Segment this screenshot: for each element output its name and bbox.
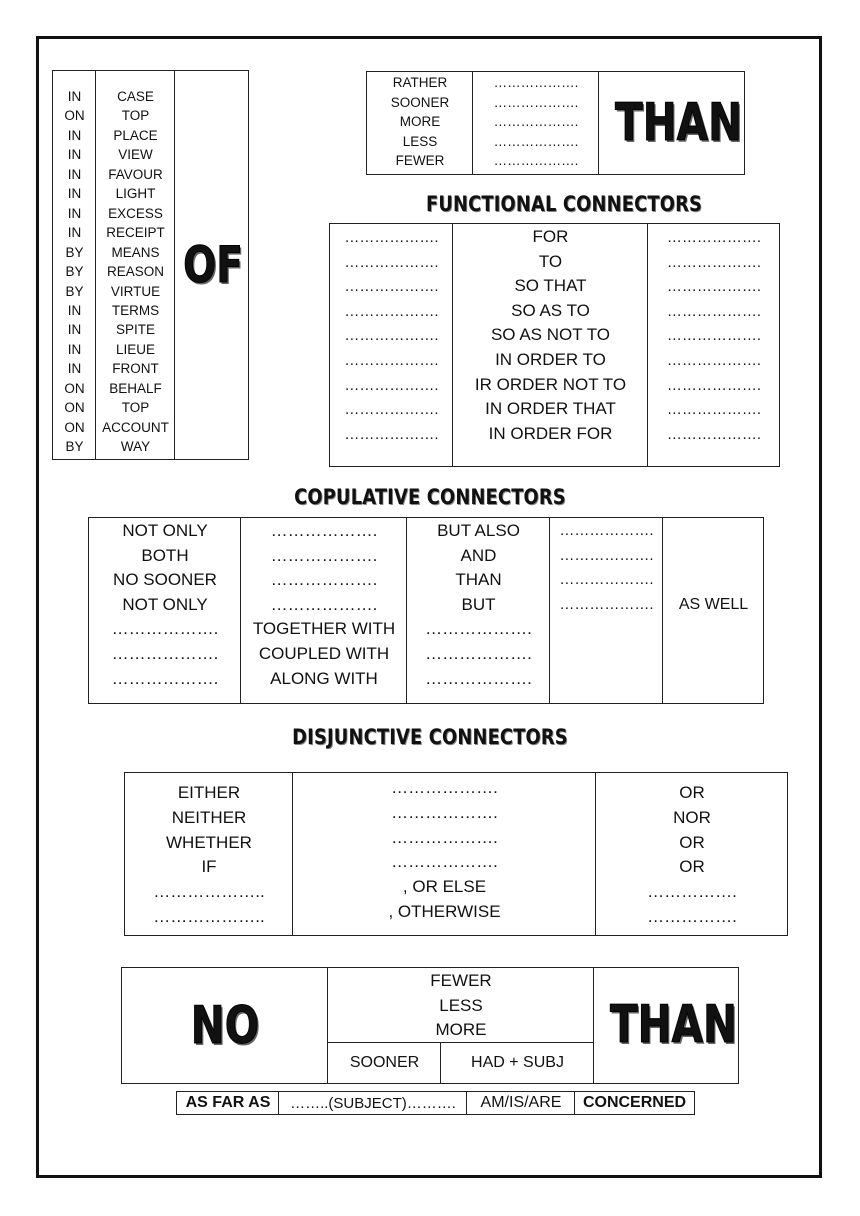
of-preposition: BY xyxy=(65,283,84,299)
functional-blank: ………………. xyxy=(666,352,762,369)
of-noun: VIEW xyxy=(118,147,153,163)
had-subj-label: HAD + SUBJ xyxy=(440,1043,594,1083)
of-noun: TOP xyxy=(121,108,150,124)
than-blank: ………………. xyxy=(493,114,579,130)
than-blank: ………………. xyxy=(493,153,579,169)
disjunctive-item: ………………. xyxy=(391,827,498,847)
functional-connector: TO xyxy=(538,251,563,271)
no-than-item: LESS xyxy=(439,995,483,1015)
disjunctive-col1 xyxy=(125,773,293,935)
copulative-col1 xyxy=(89,518,241,703)
of-preposition: IN xyxy=(67,302,82,318)
copulative-item: ………………. xyxy=(270,521,378,540)
disjunctive-item: ………………. xyxy=(391,778,498,797)
functional-blank: ………………. xyxy=(344,401,439,419)
functional-right-column xyxy=(647,224,780,466)
copulative-item: ………………. xyxy=(559,571,654,589)
of-noun: ACCOUNT xyxy=(102,419,169,435)
sooner-label: SOONER xyxy=(349,1054,420,1071)
functional-blank: ………………. xyxy=(666,302,762,320)
functional-blank: ………………. xyxy=(666,376,762,394)
of-table xyxy=(52,70,249,460)
functional-blank: ………………. xyxy=(344,352,439,369)
copulative-col4 xyxy=(549,518,663,703)
copulative-heading: COPULATIVE CONNECTORS xyxy=(294,485,566,509)
no-than-item: MORE xyxy=(435,1020,487,1040)
of-prepositions-column xyxy=(53,71,96,459)
of-noun: TERMS xyxy=(111,302,160,318)
of-noun: TOP xyxy=(121,400,150,416)
disjunctive-item: ……………. xyxy=(647,882,737,902)
disjunctive-item: ……………….. xyxy=(153,882,265,902)
than-blanks-column xyxy=(472,72,599,174)
disjunctive-item: OR xyxy=(679,832,705,852)
disjunctive-item: WHETHER xyxy=(166,832,252,852)
disjunctive-item: ………………. xyxy=(391,802,498,822)
of-preposition: ON xyxy=(64,419,85,435)
of-preposition: IN xyxy=(67,205,82,221)
of-preposition: IN xyxy=(67,166,82,182)
copulative-item: BUT xyxy=(461,594,496,614)
than-word-column xyxy=(598,72,745,174)
copulative-item: ………………. xyxy=(111,644,219,663)
functional-blank: ………………. xyxy=(666,253,762,271)
than-word-item: SOONER xyxy=(390,94,450,110)
copulative-item: ………………. xyxy=(559,595,654,613)
copulative-item: TOGETHER WITH xyxy=(252,619,396,639)
copulative-item: NO SOONER xyxy=(113,570,217,590)
functional-connector: IR ORDER NOT TO xyxy=(474,374,627,394)
than-table xyxy=(366,71,745,175)
disjunctive-item: ……………….. xyxy=(153,907,265,926)
disjunctive-col3 xyxy=(595,773,788,935)
copulative-item: ………………. xyxy=(559,546,654,564)
copulative-item: ………………. xyxy=(111,619,219,639)
functional-heading: FUNCTIONAL CONNECTORS xyxy=(425,192,703,216)
functional-blank: ………………. xyxy=(344,376,439,394)
as-far-as-strip xyxy=(176,1091,695,1115)
of-preposition: ON xyxy=(64,400,85,416)
of-noun: CASE xyxy=(117,89,154,104)
than-words-column xyxy=(367,72,473,174)
copulative-item: ………………. xyxy=(425,668,532,688)
disjunctive-item: , OTHERWISE xyxy=(388,902,501,921)
copulative-item: ………………. xyxy=(111,668,219,688)
disjunctive-item: OR xyxy=(679,783,705,802)
of-preposition: ON xyxy=(64,380,85,396)
than-word-item: RATHER xyxy=(392,75,448,90)
of-noun: WAY xyxy=(120,439,151,455)
functional-connector: IN ORDER FOR xyxy=(488,423,613,443)
copulative-item: COUPLED WITH xyxy=(258,644,390,663)
concerned-label: CONCERNED xyxy=(574,1092,694,1114)
functional-blank: ………………. xyxy=(344,278,439,296)
of-preposition: ON xyxy=(64,108,85,124)
copulative-col2 xyxy=(240,518,407,703)
disjunctive-item: NEITHER xyxy=(171,807,247,827)
functional-table xyxy=(329,223,780,467)
no-word-column xyxy=(122,968,328,1083)
of-word-column xyxy=(174,71,249,459)
of-word: OF xyxy=(183,236,243,294)
of-preposition: IN xyxy=(67,89,82,104)
functional-blank: ………………. xyxy=(344,327,439,345)
copulative-item: THAN xyxy=(455,570,502,590)
copulative-item: ………………. xyxy=(425,619,532,639)
copulative-item: ………………. xyxy=(270,594,378,614)
copulative-item: ALONG WITH xyxy=(270,668,378,688)
of-noun: EXCESS xyxy=(108,205,163,221)
copulative-item: NOT ONLY xyxy=(122,594,208,614)
copulative-item: AND xyxy=(460,545,497,565)
of-preposition: IN xyxy=(67,147,82,163)
of-preposition: IN xyxy=(67,225,82,241)
functional-blank: ………………. xyxy=(666,425,762,443)
than-word-item: LESS xyxy=(402,133,438,149)
copulative-col5 xyxy=(662,518,764,703)
than-word-item: MORE xyxy=(399,114,441,130)
disjunctive-item: NOR xyxy=(673,807,711,827)
disjunctive-item: EITHER xyxy=(177,783,241,802)
of-noun: SPITE xyxy=(115,322,155,338)
subject-blank: ……..(SUBJECT)………. xyxy=(278,1092,467,1114)
disjunctive-item: , OR ELSE xyxy=(402,877,487,897)
functional-connector: SO AS TO xyxy=(511,300,590,320)
as-far-as-label: AS FAR AS xyxy=(185,1094,271,1111)
of-preposition: BY xyxy=(65,244,84,260)
functional-blank: ………………. xyxy=(344,253,439,271)
functional-blank: ………………. xyxy=(666,229,762,246)
functional-blank: ………………. xyxy=(666,401,762,419)
functional-blank: ………………. xyxy=(344,229,439,246)
disjunctive-item: ……………. xyxy=(647,907,737,926)
of-noun: MEANS xyxy=(111,244,160,260)
of-preposition: IN xyxy=(67,186,82,202)
no-than-right-column xyxy=(593,968,739,1083)
copulative-item: ………………. xyxy=(270,545,378,565)
no-than-middle-column xyxy=(327,968,594,1083)
copulative-item: ………………. xyxy=(559,522,654,539)
copulative-item: ………………. xyxy=(270,570,378,590)
of-noun: REASON xyxy=(106,264,164,280)
disjunctive-col2 xyxy=(292,773,596,935)
disjunctive-item: OR xyxy=(679,857,705,877)
am-is-are-label: AM/IS/ARE xyxy=(466,1092,575,1114)
than-word-item: FEWER xyxy=(395,153,445,169)
copulative-table xyxy=(88,517,764,704)
of-noun: FAVOUR xyxy=(108,166,163,182)
functional-blank: ………………. xyxy=(666,278,762,296)
disjunctive-heading: DISJUNCTIVE CONNECTORS xyxy=(292,725,568,749)
copulative-item: ………………. xyxy=(425,644,532,663)
of-noun: RECEIPT xyxy=(106,225,165,241)
copulative-col3 xyxy=(406,518,550,703)
functional-blank: ………………. xyxy=(666,327,762,345)
functional-connector: SO THAT xyxy=(514,276,587,296)
than-blank: ………………. xyxy=(493,133,579,149)
of-noun: BEHALF xyxy=(109,380,162,396)
than-word: THAN xyxy=(615,93,743,153)
of-nouns-column xyxy=(95,71,175,459)
no-word: NO xyxy=(190,996,260,1056)
than-blank: ………………. xyxy=(493,75,579,90)
than-blank: ………………. xyxy=(493,94,579,110)
disjunctive-table xyxy=(124,772,788,936)
functional-left-column xyxy=(330,224,453,466)
functional-middle-column xyxy=(452,224,648,466)
of-preposition: BY xyxy=(65,439,84,455)
copulative-item: NOT ONLY xyxy=(122,521,208,540)
copulative-item: BUT ALSO xyxy=(437,521,520,540)
no-than-item: FEWER xyxy=(430,971,492,990)
functional-blank: ………………. xyxy=(344,425,439,443)
of-preposition: IN xyxy=(67,341,82,357)
of-preposition: BY xyxy=(65,264,84,280)
of-noun: LIGHT xyxy=(115,186,156,202)
of-noun: FRONT xyxy=(112,361,159,377)
of-preposition: IN xyxy=(67,127,82,143)
no-than-table xyxy=(121,967,739,1084)
functional-connector: IN ORDER TO xyxy=(495,350,606,369)
functional-connector: FOR xyxy=(532,227,569,246)
of-preposition: IN xyxy=(67,322,82,338)
functional-connector: SO AS NOT TO xyxy=(490,325,611,345)
as-well-label: AS WELL xyxy=(678,596,749,613)
of-noun: PLACE xyxy=(113,127,158,143)
functional-blank: ………………. xyxy=(344,302,439,320)
than-word-bottom: THAN xyxy=(609,995,737,1055)
of-noun: VIRTUE xyxy=(110,283,161,299)
disjunctive-item: ………………. xyxy=(391,852,498,872)
of-noun: LIEUE xyxy=(115,341,156,357)
disjunctive-item: IF xyxy=(201,857,217,877)
functional-connector: IN ORDER THAT xyxy=(485,399,616,419)
of-preposition: IN xyxy=(67,361,82,377)
copulative-item: BOTH xyxy=(141,545,189,565)
